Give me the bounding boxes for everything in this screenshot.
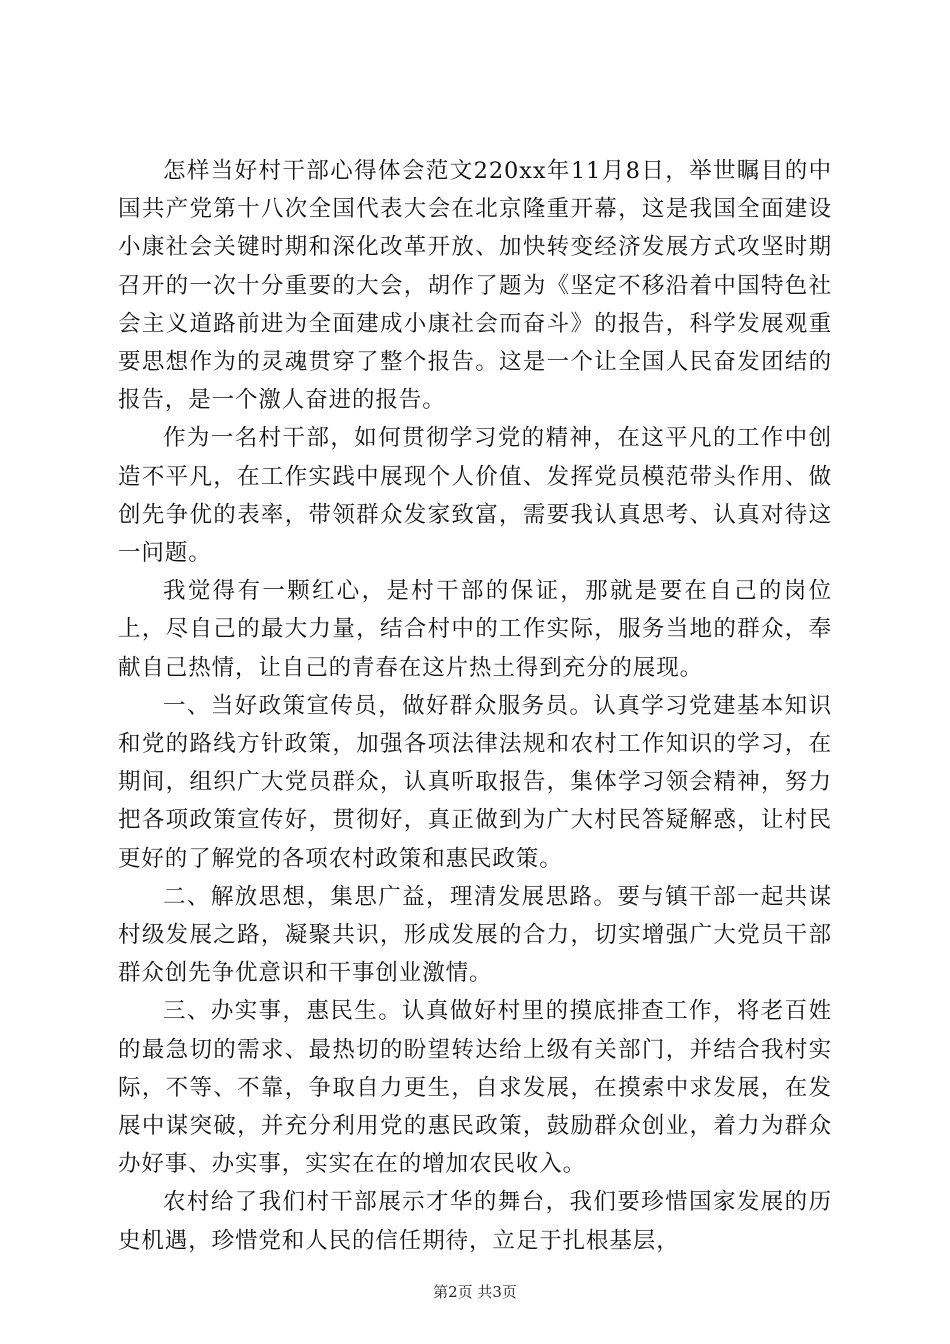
paragraph-heart: 我觉得有一颗红心，是村干部的保证，那就是要在自己的岗位上，尽自己的最大力量，结合村中的工作实际，服务当地的群众，奉献自己热情，让自己的青春在这片热土得到充分的展现。 [118, 578, 832, 681]
paragraph-point-two: 二、解放思想，集思广益，理清发展思路。要与镇干部一起共谋村级发展之路，凝聚共识，形成发展的合力，切实增强广大党员干部群众创先争优意识和干事创业激情。 [118, 883, 832, 987]
paragraph-intro: 怎样当好村干部心得体会范文220xx年11月8日，举世瞩目的中国共产党第十八次全国代表大会在北京隆重开幕，这是我国全面建设小康社会关键时期和深化改革开放、加快转变经济发展方式攻坚时期召开的一次十分重要的大会，胡作了题为《坚定不移沿着中国特色社会主义道路前进为全面建成小康社会而奋斗》的报告，科学发展观重要思想作为的灵魂贯穿了整个报告。这是一个让全国人民奋发团结的报告，是一个激人奋进的报告。 [118, 158, 832, 414]
paragraph-point-three: 三、办实事，惠民生。认真做好村里的摸底排查工作，将老百姓的最急切的需求、最热切的盼望转达给上级有关部门，并结合我村实际，不等、不靠，争取自力更生，自求发展，在摸索中求发展，在发展中谋突破，并充分利用党的惠民政策，鼓励群众创业，着力为群众办好事、办实事，实实在在的增加农民收入。 [118, 998, 832, 1178]
document-body [118, 152, 832, 1260]
page-footer: 第2页 共3页 [433, 1283, 517, 1301]
paragraph-point-one: 一、当好政策宣传员，做好群众服务员。认真学习党建基本知识和党的路线方针政策，加强各项法律法规和农村工作知识的学习，在期间，组织广大党员群众，认真听取报告，集体学习领会精神，努力把各项政策宣传好，贯彻好，真正做到为广大村民答疑解惑，让村民更好的了解党的各项农村政策和惠民政策。 [118, 692, 832, 872]
paragraph-role: 作为一名村干部，如何贯彻学习党的精神，在这平凡的工作中创造不平凡，在工作实践中展现个人价值、发挥党员模范带头作用、做创先争优的表率，带领群众发家致富，需要我认真思考、认真对待这一问题。 [118, 425, 832, 567]
paragraph-closing: 农村给了我们村干部展示才华的舞台，我们要珍惜国家发展的历史机遇，珍惜党和人民的信任期待，立足于扎根基层， [118, 1189, 832, 1254]
